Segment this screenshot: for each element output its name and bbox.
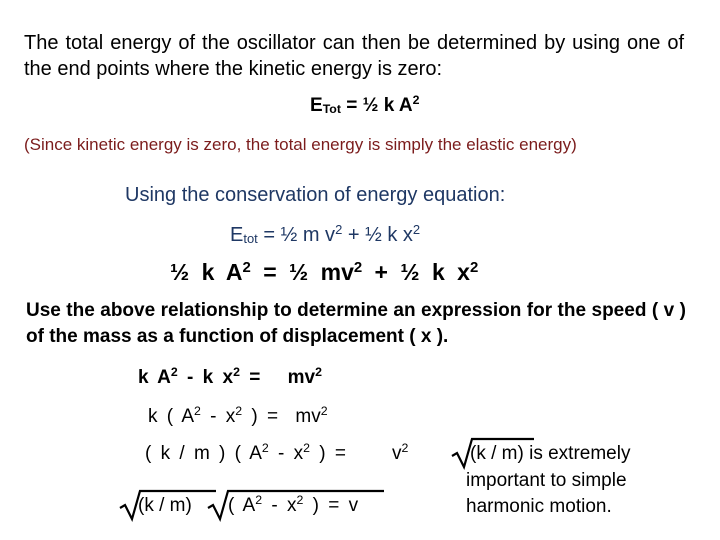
cons-e: E xyxy=(230,224,244,246)
big-p3: + ½ k x xyxy=(362,259,470,285)
step1-p1: k A xyxy=(138,367,171,388)
step2-p2: - x xyxy=(200,406,236,427)
side-p1: (k / m) xyxy=(470,443,524,464)
step3-p4: v xyxy=(392,443,402,464)
total-energy-equation xyxy=(310,95,419,117)
etot-sub: Tot xyxy=(322,101,341,116)
elastic-note: (Since kinetic energy is zero, the total energy is simply the elastic energy) xyxy=(24,135,577,154)
side-note-line3: harmonic motion. xyxy=(466,496,612,517)
step4-sqrt-km: (k / m) xyxy=(138,495,192,516)
intro-text: The total energy of the oscillator can then be determined by using one of the end points where the kinetic energy is zero: xyxy=(24,32,684,80)
energy-balance-equation xyxy=(170,259,478,286)
side-note-line1 xyxy=(470,443,630,465)
side-p2: is extremely xyxy=(523,443,631,464)
step2-s2: 2 xyxy=(235,404,243,419)
step4-p4: ) = v xyxy=(303,495,359,516)
step1-equation xyxy=(138,367,322,389)
step3-s4: 2 xyxy=(401,441,409,456)
cons-p1: = ½ m v xyxy=(257,224,336,246)
step4-p3: - x xyxy=(262,495,297,516)
etot-mid: = ½ k A xyxy=(340,95,413,116)
cons-sub: tot xyxy=(243,230,258,246)
step4-s2: 2 xyxy=(255,493,263,508)
side-note-line2: important to simple xyxy=(466,470,627,491)
step4-s3: 2 xyxy=(296,493,304,508)
big-s3: 2 xyxy=(469,258,479,276)
step1-p3: = xyxy=(239,367,270,388)
step3-p1: ( k / m ) ( A xyxy=(145,443,262,464)
step2-p4: mv xyxy=(295,406,321,427)
big-p1: ½ k A xyxy=(170,259,243,285)
conservation-equation xyxy=(230,221,421,247)
step4-rest xyxy=(228,495,358,517)
big-p2: = ½ mv xyxy=(250,259,354,285)
step2-s4: 2 xyxy=(320,404,328,419)
big-s2: 2 xyxy=(353,258,363,276)
step3-s2: 2 xyxy=(303,441,311,456)
conservation-heading: Using the conservation of energy equation: xyxy=(125,184,506,206)
step1-s2: 2 xyxy=(233,365,240,380)
cons-s2: 2 xyxy=(412,221,421,237)
cons-s1: 2 xyxy=(335,221,343,237)
step1-s1: 2 xyxy=(170,365,178,380)
step1-p4: mv xyxy=(287,367,316,388)
step1-p2: - k x xyxy=(177,367,234,388)
step1-s4: 2 xyxy=(315,365,322,380)
step3-p3: ) = xyxy=(310,443,347,464)
step3-p2: - x xyxy=(268,443,304,464)
big-s1: 2 xyxy=(242,258,251,276)
step3-s1: 2 xyxy=(261,441,269,456)
step4-p2: ( A xyxy=(228,495,256,516)
instruction-text: Use the above relationship to determine an expression for the speed ( v ) of the mass as a function of displacement ( x ). xyxy=(26,300,686,347)
step2-equation xyxy=(148,406,328,428)
cons-p2: + ½ k x xyxy=(342,224,413,246)
step2-p3: ) = xyxy=(242,406,288,427)
step3-equation xyxy=(145,443,346,465)
step2-s1: 2 xyxy=(194,404,201,419)
step3-result xyxy=(392,443,408,465)
etot-e: E xyxy=(310,95,323,116)
step2-p1: k ( A xyxy=(148,406,195,427)
etot-sup: 2 xyxy=(412,93,420,108)
